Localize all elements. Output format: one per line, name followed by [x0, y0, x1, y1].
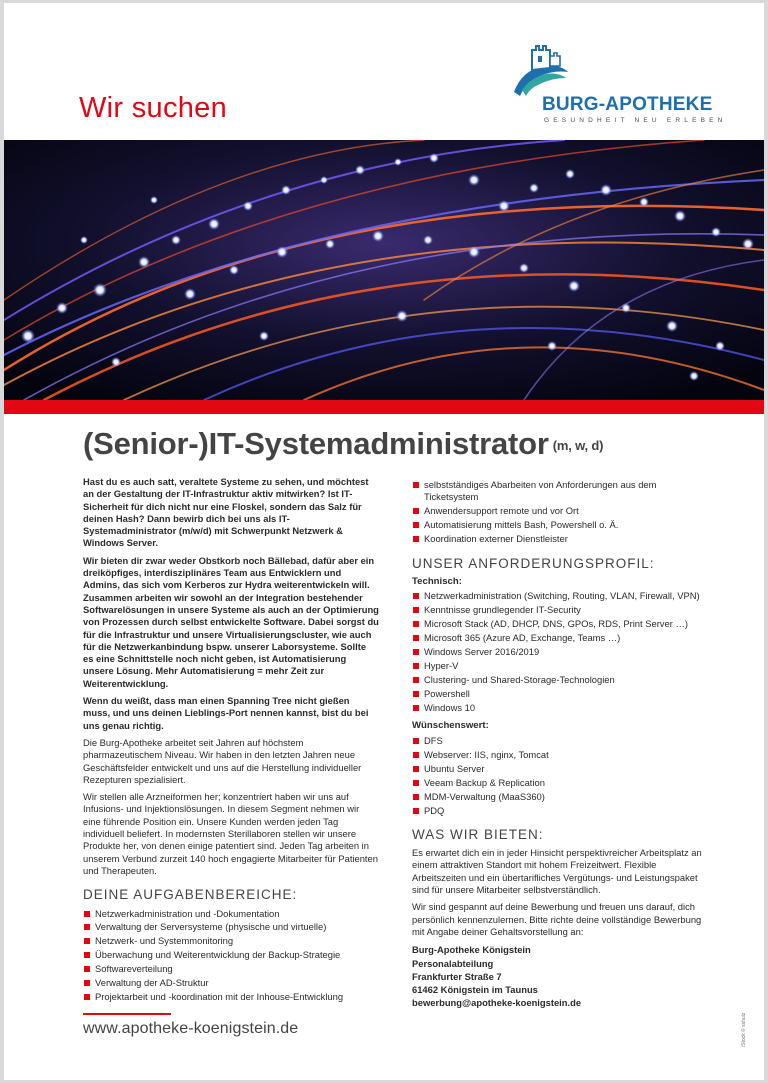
bullet-icon [413, 621, 419, 627]
intro-paragraph-1: Hast du es auch satt, veraltete Systeme zu sehen, und möchtest an der Gestaltung der IT-Infrastruktur aktiv mitwirken? Ist IT-Sicherheit für dich nicht nur eine Floskel, sondern das Salz für deinen Hash? Dann bewirb dich bei uns als IT-Systemadministrator (m/w/d) mit Schwerpunkt Netzwerk & Windows Server. [83, 476, 369, 549]
offer-paragraph-1: Es erwartet dich ein in jeder Hinsicht perspektivreicher Arbeitsplatz an einem attraktiven Standort mit hohem Freizeitwert. Flexible Arbeitszeiten und ein übertarifliches Vergütungs- und Leistungspaket sind für unsere Mitarbeiter selbstverständlich. [412, 847, 702, 896]
list-item: Automatisierung mittels Bash, Powershell o. Ä. [412, 519, 712, 531]
logo[interactable] [510, 40, 727, 130]
list-item: Windows 10 [412, 702, 712, 714]
bullet-icon [84, 966, 90, 972]
bullet-icon [84, 924, 90, 930]
list-item: Koordination externer Dienstleister [412, 533, 712, 545]
intro-paragraph-3: Wenn du weißt, dass man einen Spanning Tree nicht gießen muss, und uns deinen Lieblings-Port nennen kannst, bist du bei uns genau richtig. [83, 695, 369, 731]
bullet-icon [413, 635, 419, 641]
list-item: Microsoft Stack (AD, DHCP, DNS, GPOs, RDS, Print Server …) [412, 618, 712, 630]
tasks-heading: DEINE AUFGABENBEREICHE: [83, 887, 298, 903]
list-item: Überwachung und Weiterentwicklung der Backup-Strategie [83, 949, 379, 961]
bullet-icon [413, 607, 419, 613]
bullet-icon [84, 952, 90, 958]
bullet-icon [413, 808, 419, 814]
contact-city: 61462 Königstein im Taunus [412, 984, 538, 996]
list-item: Microsoft 365 (Azure AD, Exchange, Teams …) [412, 632, 712, 644]
right-column [412, 479, 712, 1010]
fiber-optic-banner-image [4, 140, 764, 400]
bullet-icon [413, 536, 419, 542]
bullet-icon [413, 766, 419, 772]
list-item: Netzwerkadministration (Switching, Routing, VLAN, Firewall, VPN) [412, 590, 712, 602]
contact-block [412, 943, 712, 1009]
website-link[interactable]: www.apotheke-koenigstein.de [83, 1020, 299, 1037]
list-item: Windows Server 2016/2019 [412, 646, 712, 658]
job-title-gender: (m, w, d) [552, 438, 604, 454]
left-column [83, 476, 379, 1005]
bullet-icon [413, 752, 419, 758]
contact-company: Burg-Apotheke Königstein [412, 944, 531, 956]
list-item: Ubuntu Server [412, 763, 712, 775]
list-item: Netzwerkadministration und -Dokumentation [83, 908, 379, 920]
list-item: Veeam Backup & Replication [412, 777, 712, 789]
fiber-optic-illustration [4, 140, 764, 400]
list-item: Anwendersupport remote und vor Ort [412, 505, 712, 517]
castle-icon [510, 40, 570, 100]
bullet-icon [413, 677, 419, 683]
list-item: Projektarbeit und -koordination mit der Inhouse-Entwicklung [83, 991, 379, 1003]
contact-street: Frankfurter Straße 7 [412, 970, 502, 982]
technical-label: Technisch: [412, 575, 462, 587]
list-item: Netzwerk- und Systemmonitoring [83, 935, 379, 947]
footer-divider [83, 1013, 171, 1015]
bullet-icon [413, 780, 419, 786]
bullet-icon [413, 649, 419, 655]
intro-paragraph-2: Wir bieten dir zwar weder Obstkorb noch Bällebad, dafür aber ein dreiköpfiges, interdisziplinäres Team aus Entwicklern und Admins, das sich vom Kerberos zur Hydra weiterentwickeln will. Zusammen arbeiten wir sowohl an der Integration bestehender Softwarelösungen in unsere Systeme als auch an der Optimierung von Prozessen durch selbst entwickelte Software. Dabei sorgst du für die Infrastruktur und unsere Virtualisierungscluster, wie auch für die Netzwerkanbindung bspw. unserer Laborsysteme. Sollte es eine Schnittstelle noch nicht geben, ist Automatisierung unsere Lösung. Mehr Automatisierung = mehr Zeit zur Weiterentwicklung. [83, 554, 379, 689]
bullet-icon [84, 980, 90, 986]
bullet-icon [84, 994, 90, 1000]
headline: Wir suchen [79, 92, 228, 124]
logo-name: BURG-APOTHEKE [542, 94, 713, 115]
list-item: DFS [412, 735, 712, 747]
contact-email-link[interactable]: bewerbung@apotheke-koenigstein.de [412, 997, 582, 1009]
bullet-icon [413, 705, 419, 711]
offer-heading: WAS WIR BIETEN: [412, 826, 544, 842]
contact-department: Personalabteilung [412, 957, 494, 969]
bullet-icon [413, 691, 419, 697]
nice-to-have-list [412, 735, 712, 817]
list-item: Webserver: IIS, nginx, Tomcat [412, 749, 712, 761]
bullet-icon [84, 911, 90, 917]
bullet-icon [413, 522, 419, 528]
bullet-icon [84, 938, 90, 944]
bullet-icon [413, 663, 419, 669]
job-title [83, 426, 603, 462]
list-item: Softwareverteilung [83, 963, 379, 975]
list-item: Verwaltung der Serversysteme (physische und virtuelle) [83, 921, 379, 933]
photo-credit: iStock © sshulz [741, 1012, 747, 1047]
list-item: Powershell [412, 688, 712, 700]
offer-paragraph-2: Wir sind gespannt auf deine Bewerbung und freuen uns darauf, dich persönlich kennenzulernen. Bitte richte deine vollständige Bewerbung mit Angabe deiner Gehaltsvorstellung an: [412, 901, 702, 937]
tasks-list-continued [412, 479, 712, 546]
company-paragraph-1: Die Burg-Apotheke arbeitet seit Jahren auf höchstem pharmazeutischem Niveau. Wir haben in den letzten Jahren neue Geschäftsfelder entwickelt und uns auf die Herstellung individueller Rezepturen spezialisiert. [83, 736, 362, 785]
nice-to-have-label: Wünschenswert: [412, 720, 489, 732]
bullet-icon [413, 508, 419, 514]
list-item: MDM-Verwaltung (MaaS360) [412, 791, 712, 803]
list-item: Clustering- und Shared-Storage-Technologien [412, 674, 712, 686]
list-item: Verwaltung der AD-Struktur [83, 977, 379, 989]
technical-list [412, 590, 712, 714]
list-item: Kenntnisse grundlegender IT-Security [412, 604, 712, 616]
job-title-text: (Senior-)IT-Systemadministrator [83, 426, 549, 461]
accent-bar [4, 400, 764, 414]
company-paragraph-2: Wir stellen alle Arzneiformen her; konzentriert haben wir uns auf Infusions- und Injektionslösungen. In diesem Segment nehmen wir eine führende Position ein. Unsere Kunden werden jeden Tag individuell beliefert. In modernsten Sterillaboren stellen wir unsere Produkte her, von denen einige patentiert sind. Jeden Tag arbeiten in unserem Verbund zurzeit 140 hoch engagierte Mitarbeiter für Patienten und Therapeuten. [83, 791, 378, 876]
bullet-icon [413, 593, 419, 599]
tasks-list [83, 908, 379, 1004]
logo-tagline: GESUNDHEIT NEU ERLEBEN [544, 117, 727, 124]
list-item: selbstständiges Abarbeiten von Anforderungen aus dem Ticketsystem [412, 479, 712, 504]
list-item: PDQ [412, 805, 712, 817]
profile-heading: UNSER ANFORDERUNGSPROFIL: [412, 555, 655, 571]
bullet-icon [413, 738, 419, 744]
list-item: Hyper-V [412, 660, 712, 672]
bullet-icon [413, 482, 419, 488]
bullet-icon [413, 794, 419, 800]
